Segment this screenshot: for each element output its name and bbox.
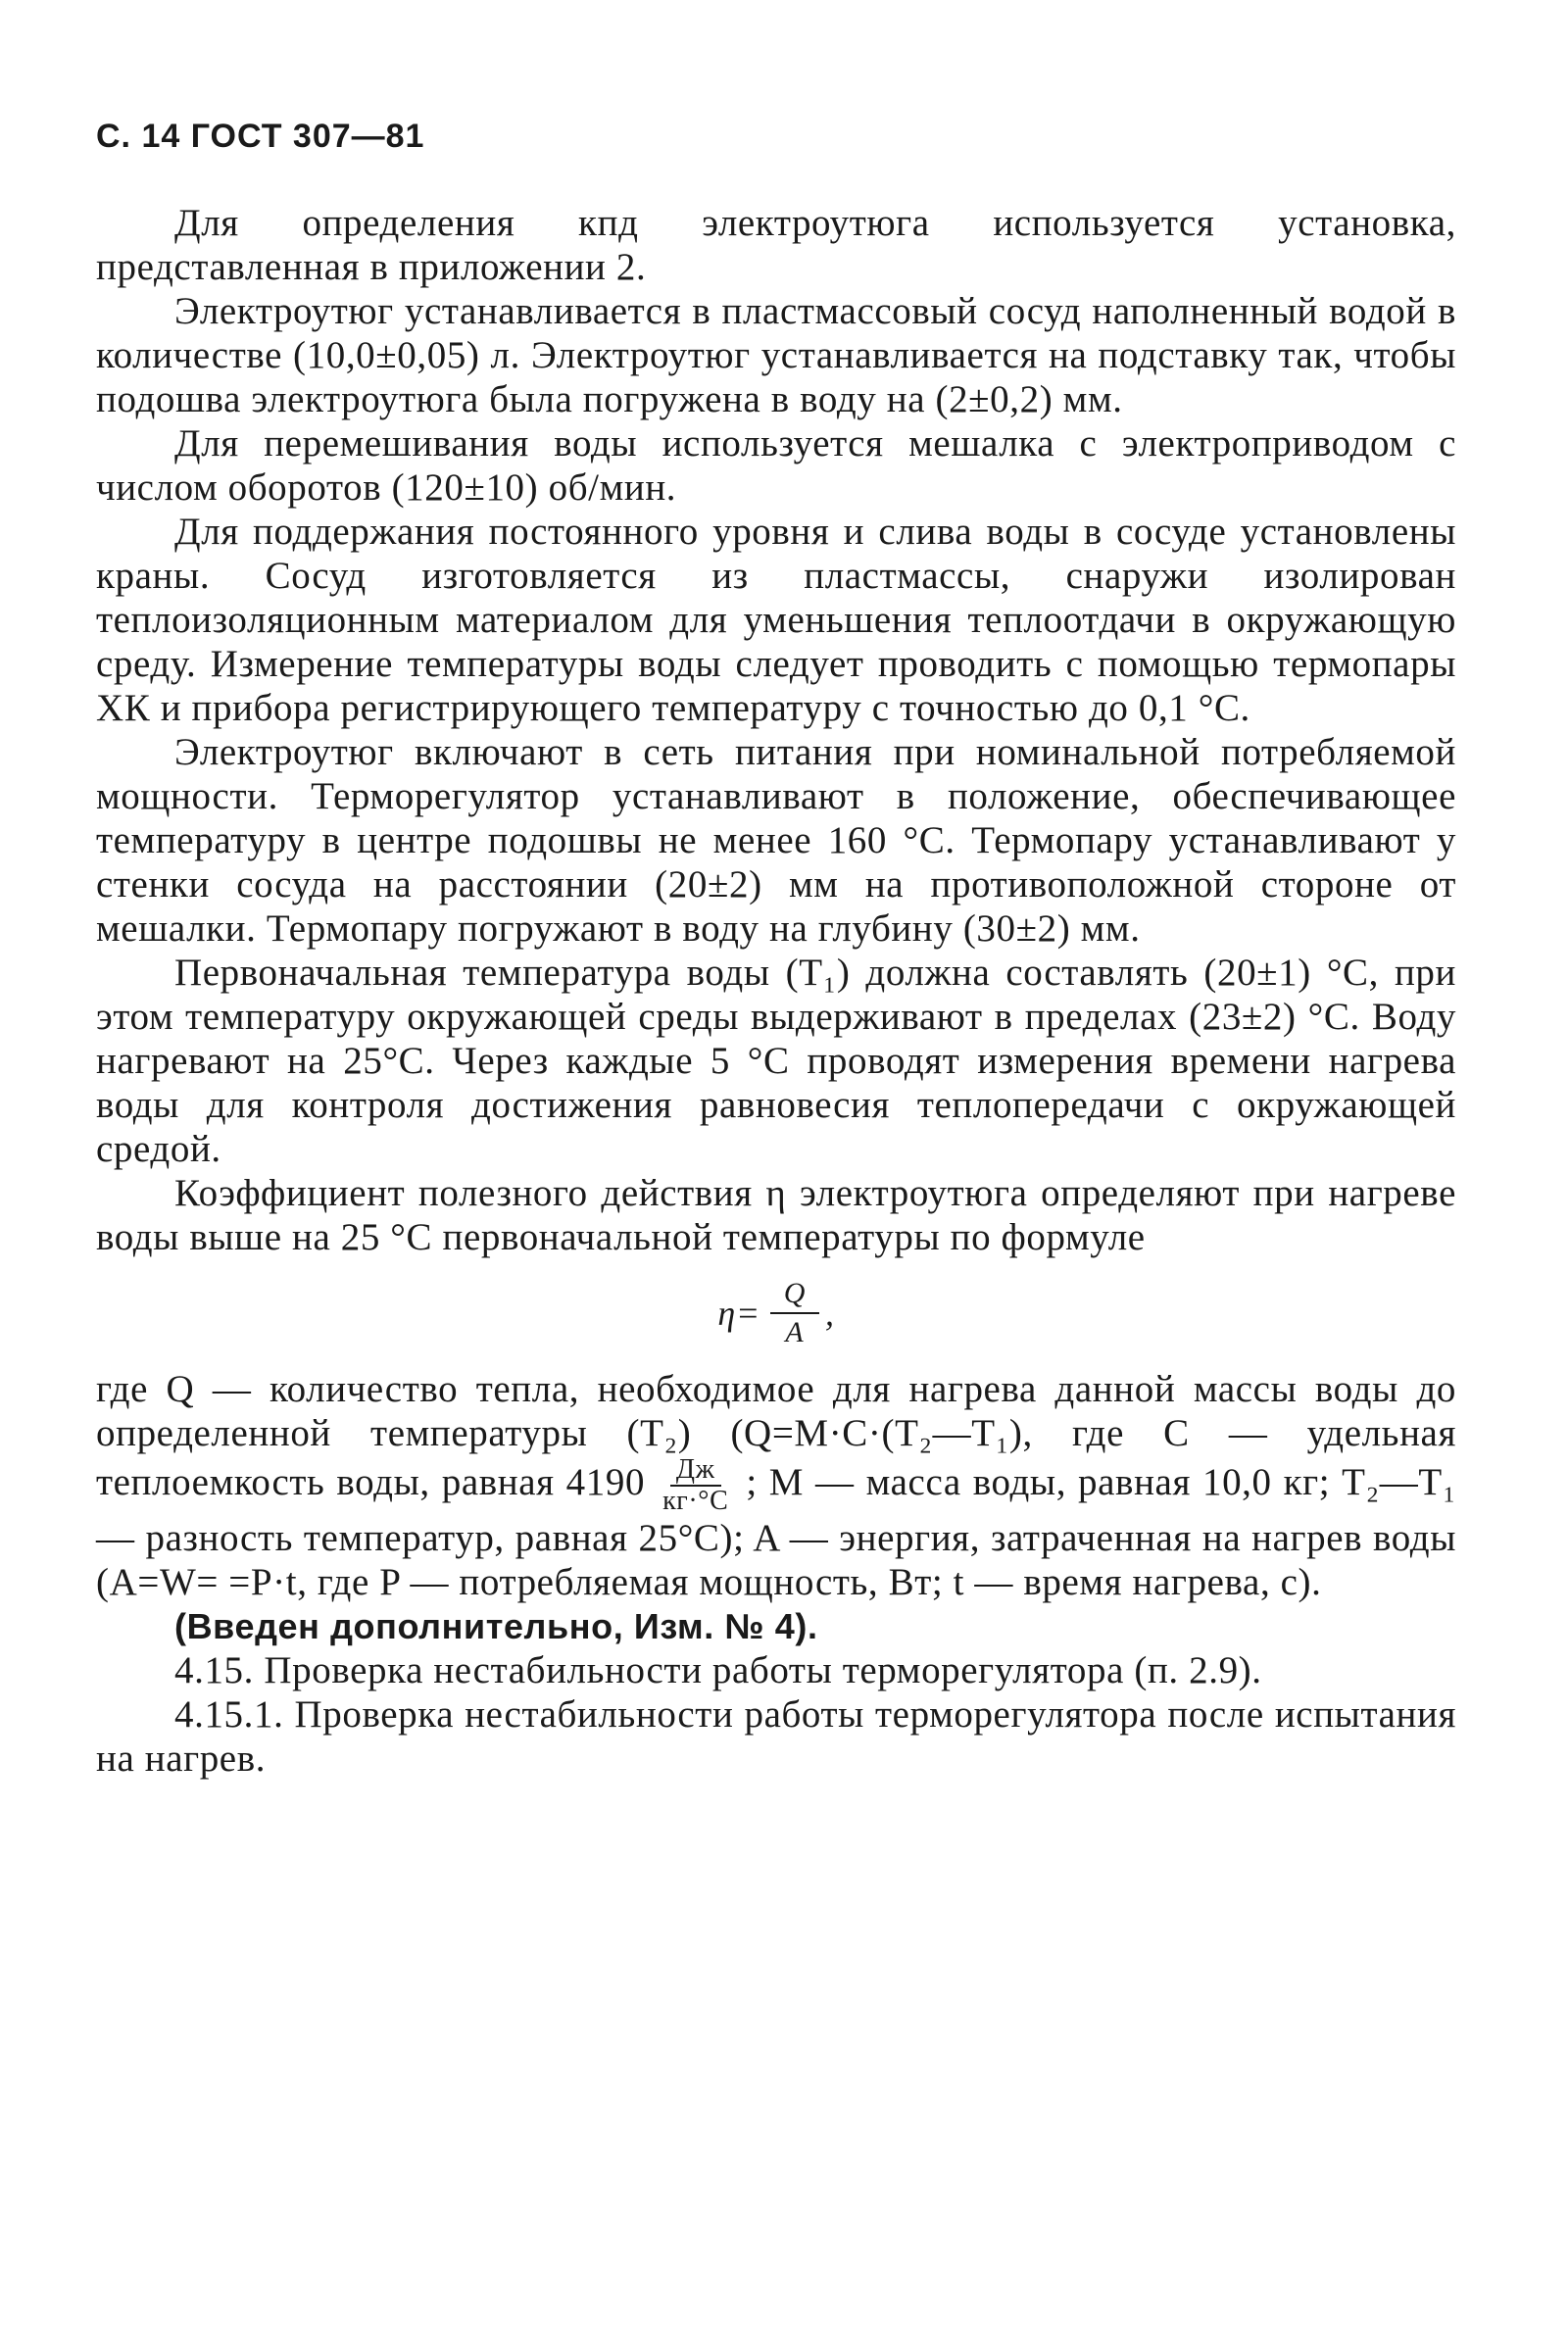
unit-fraction (662, 1455, 728, 1516)
unit-denominator: кг·°С (662, 1486, 729, 1516)
paragraph-mixer: Для перемешивания воды используется мешалка с электроприводом с числом оборотов (120±10) об/мин. (96, 422, 1456, 509)
formula-tail: , (825, 1293, 835, 1333)
formula-lhs: η= (717, 1293, 760, 1333)
amendment-note: (Введен дополнительно, Изм. № 4). (174, 1606, 818, 1646)
explanation-part2: ; M — масса воды, равная 10,0 кг; T₂—T₁ — разность температур, равная 25°С); A — энергия, затраченная на нагрев воды (A=W= =P·t, где P — потребляемая мощность, Вт; t — время нагрева, с). (96, 1460, 1457, 1603)
paragraph-vessel: Электроутюг устанавливается в пластмассовый сосуд наполненный водой в количестве (10,0±0,05) л. Электроутюг устанавливается на подставку так, чтобы подошва электроутюга была погружена в воду на (2±0,2) мм. (96, 290, 1456, 420)
formula-numerator: Q (770, 1277, 819, 1314)
formula-fraction (770, 1277, 819, 1349)
document-body (96, 201, 1456, 1781)
paragraph-efficiency: Коэффициент полезного действия η электроутюга определяют при нагреве воды выше на 25 °С первоначальной температуры по формуле (96, 1172, 1456, 1258)
section-4-15: 4.15. Проверка нестабильности работы терморегулятора (п. 2.9). (174, 1649, 1262, 1691)
paragraph-power: Электроутюг включают в сеть питания при номинальной потребляемой мощности. Терморегулятор устанавливают в положение, обеспечивающее температуру в центре подошвы не менее 160 °С. Термопару устанавливают у стенки сосуда на расстоянии (20±2) мм на противоположной стороне от мешалки. Термопару погружают в воду на глубину (30±2) мм. (96, 731, 1456, 950)
unit-numerator: Дж (670, 1455, 721, 1487)
efficiency-formula (96, 1259, 1456, 1367)
paragraph-temperature: Первоначальная температура воды (T₁) должна составлять (20±1) °С, при этом температуру окружающей среды выдерживают в пределах (23±2) °С. Воду нагревают на 25°С. Через каждые 5 °С проводят измерения времени нагрева воды для контроля достижения равновесия теплопередачи с окружающей средой. (96, 952, 1456, 1170)
paragraph-setup: Для определения кпд электроутюга используется установка, представленная в приложении 2. (96, 202, 1456, 288)
section-4-15-1: 4.15.1. Проверка нестабильности работы терморегулятора после испытания на нагрев. (96, 1693, 1456, 1780)
paragraph-level: Для поддержания постоянного уровня и слива воды в сосуде установлены краны. Сосуд изготовляется из пластмассы, снаружи изолирован теплоизоляционным материалом для уменьшения теплоотдачи в окружающую среду. Измерение температуры воды следует проводить с помощью термопары ХК и прибора регистрирующего температуру с точностью до 0,1 °С. (96, 511, 1456, 729)
paragraph-explanation (96, 1367, 1456, 1604)
page-header: С. 14 ГОСТ 307—81 (96, 118, 425, 155)
formula-denominator: A (785, 1316, 805, 1348)
explanation-part1: где Q — количество тепла, необходимое для нагрева данной массы воды до определенной температуры (T₂) (Q=M·C·(T₂—T₁), где C — удельная теплоемкость воды, равная 4190 (96, 1368, 1456, 1503)
